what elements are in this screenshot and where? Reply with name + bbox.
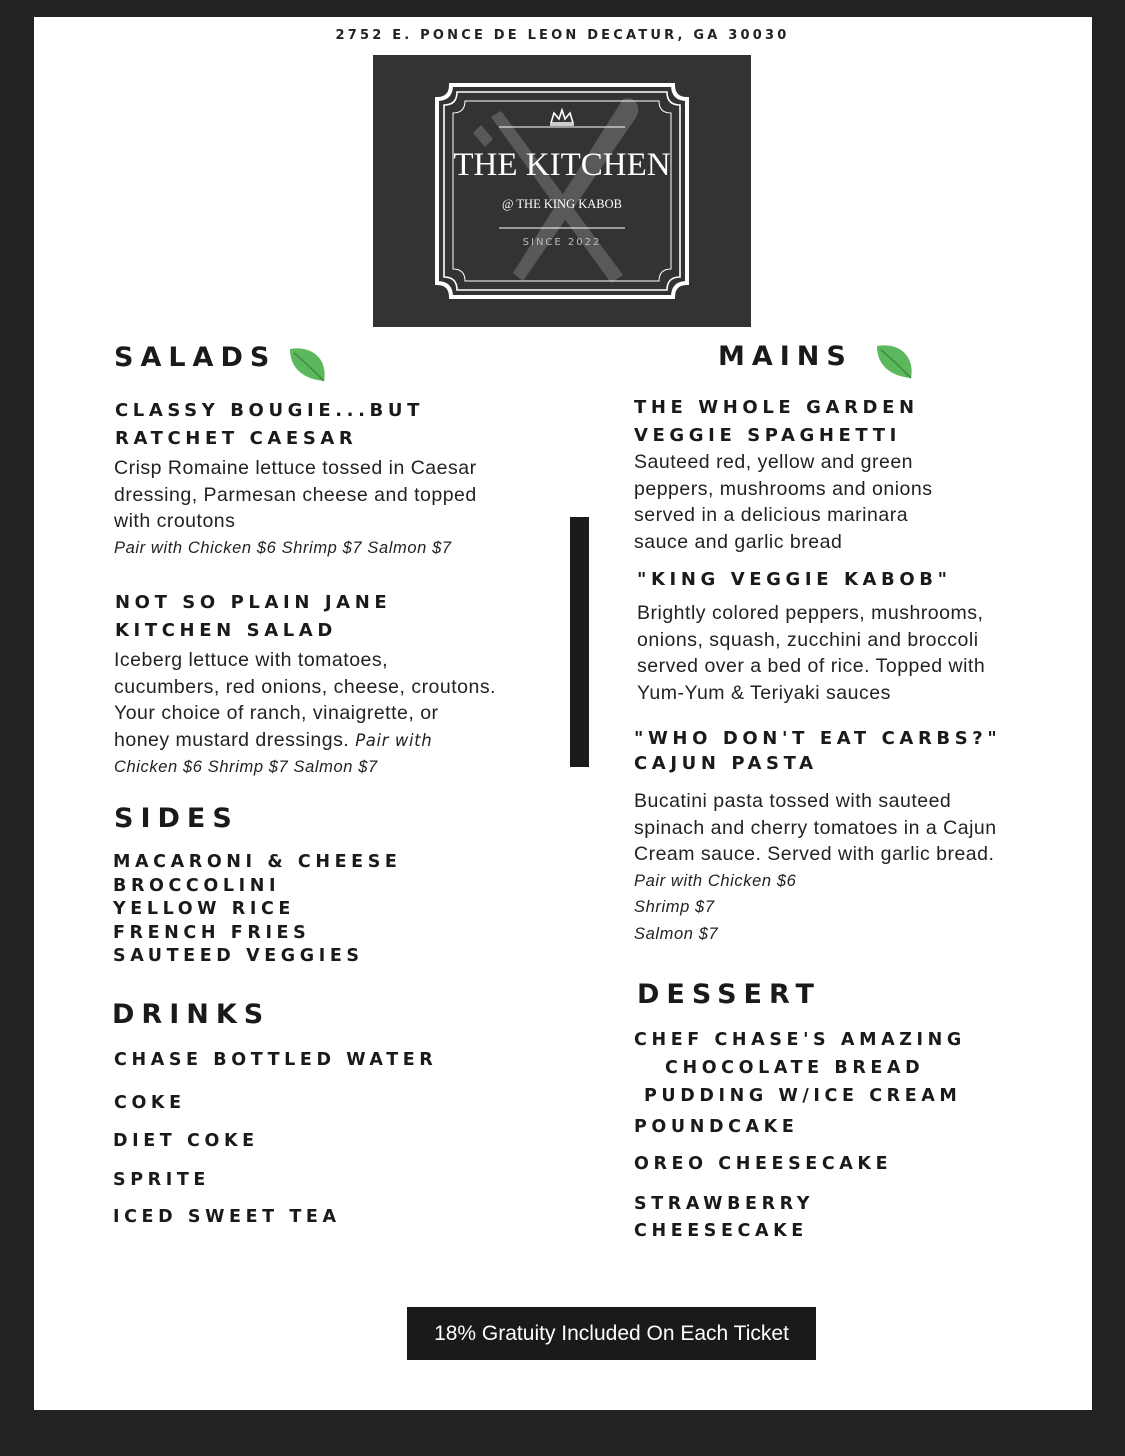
drinks-heading: DRINKS xyxy=(112,999,271,1030)
frame-outer xyxy=(437,85,687,297)
salads-heading: SALADS xyxy=(114,342,277,373)
dessert-line: STRAWBERRY xyxy=(634,1194,815,1214)
leaf-icon xyxy=(873,340,917,380)
description-line: Bucatini pasta tossed with sauteed xyxy=(634,790,952,812)
drink-item: DIET COKE xyxy=(113,1131,259,1151)
logo-subtitle: @ THE KING KABOB xyxy=(502,197,622,211)
description-line xyxy=(114,727,564,755)
description-line: Yum-Yum & Teriyaki sauces xyxy=(637,681,891,704)
description-line: cucumbers, red onions, cheese, croutons. xyxy=(114,675,497,698)
description-line: Iceberg lettuce with tomatoes, xyxy=(114,649,389,671)
description-line: with croutons xyxy=(114,510,236,532)
dessert-item: OREO CHEESECAKE xyxy=(634,1154,893,1174)
description-line: peppers, mushrooms and onions xyxy=(634,477,933,500)
main-description xyxy=(634,788,1054,947)
logo-since: SINCE 2022 xyxy=(522,237,602,248)
salad-item-title xyxy=(115,589,391,645)
salad-title-line: CLASSY BOUGIE...BUT xyxy=(115,400,424,421)
pairing-options: Chicken $6 Shrimp $7 Salmon $7 xyxy=(114,758,378,776)
salad-description xyxy=(114,647,564,781)
description-line: dressing, Parmesan cheese and topped xyxy=(114,483,477,506)
mains-heading: MAINS xyxy=(718,341,853,372)
drink-item: SPRITE xyxy=(113,1170,210,1190)
side-item: MACARONI & CHEESE xyxy=(113,852,402,872)
main-description xyxy=(634,449,1054,555)
gratuity-notice: 18% Gratuity Included On Each Ticket xyxy=(407,1307,816,1360)
description-line: spinach and cherry tomatoes in a Cajun xyxy=(634,816,997,839)
main-title-line: THE WHOLE GARDEN xyxy=(634,397,919,418)
salad-title-line: NOT SO PLAIN JANE xyxy=(115,592,392,613)
drink-item: CHASE BOTTLED WATER xyxy=(114,1050,438,1070)
pairing-options: Pair with Chicken $6 xyxy=(634,871,797,890)
description-text: honey mustard dressings. xyxy=(114,728,350,751)
salad-item-title xyxy=(115,397,424,453)
dessert-line: PUDDING W/ICE CREAM xyxy=(644,1086,962,1106)
side-item: SAUTEED VEGGIES xyxy=(113,946,364,966)
main-title-line: CAJUN PASTA xyxy=(634,753,818,774)
main-title-line: "WHO DON'T EAT CARBS?" xyxy=(634,728,1002,749)
main-item-title xyxy=(634,394,919,450)
salad-description xyxy=(114,455,554,561)
main-description xyxy=(637,600,1057,706)
dessert-line: CHOCOLATE BREAD xyxy=(665,1058,925,1078)
description-line: Cream sauce. Served with garlic bread. xyxy=(634,843,995,865)
description-line: onions, squash, zucchini and broccoli xyxy=(637,628,979,651)
dessert-item xyxy=(634,1026,966,1110)
dessert-line: CHEESECAKE xyxy=(634,1221,808,1241)
pairing-options: Pair with Chicken $6 Shrimp $7 Salmon $7 xyxy=(114,538,452,557)
side-item: YELLOW RICE xyxy=(113,899,295,919)
salad-title-line: KITCHEN SALAD xyxy=(115,620,337,641)
description-line: sauce and garlic bread xyxy=(634,530,843,553)
main-title-line: VEGGIE SPAGHETTI xyxy=(634,425,901,446)
drink-item: ICED SWEET TEA xyxy=(113,1207,341,1227)
column-divider xyxy=(570,517,589,767)
dessert-line: CHEF CHASE'S AMAZING xyxy=(634,1030,966,1050)
main-item-title: "KING VEGGIE KABOB" xyxy=(637,569,952,590)
description-line: served over a bed of rice. Topped with xyxy=(637,655,986,677)
leaf-icon xyxy=(286,343,330,383)
salad-title-line: RATCHET CAESAR xyxy=(115,428,358,449)
dessert-item: POUNDCAKE xyxy=(634,1117,799,1137)
drink-item: COKE xyxy=(114,1093,186,1113)
side-item: FRENCH FRIES xyxy=(113,922,311,943)
description-line: Brightly colored peppers, mushrooms, xyxy=(637,602,984,624)
description-line: served in a delicious marinara xyxy=(634,504,909,526)
description-line: Sauteed red, yellow and green xyxy=(634,451,914,473)
main-item-title xyxy=(634,726,1001,776)
pairing-options: Pair with xyxy=(355,730,433,750)
side-item: BROCCOLINI xyxy=(113,875,281,896)
restaurant-logo xyxy=(373,55,751,327)
crown-icon xyxy=(550,110,574,125)
sides-heading: SIDES xyxy=(114,803,239,834)
sides-list xyxy=(113,851,401,969)
dessert-item xyxy=(634,1191,814,1245)
logo-emblem xyxy=(373,55,751,327)
restaurant-address: 2752 E. PONCE DE LEON DECATUR, GA 30030 xyxy=(335,28,790,43)
description-line: Crisp Romaine lettuce tossed in Caesar xyxy=(114,457,477,479)
pairing-options: Salmon $7 xyxy=(634,924,719,943)
dessert-heading: DESSERT xyxy=(637,979,821,1010)
fork-knife-icon xyxy=(473,98,638,283)
description-line: Your choice of ranch, vinaigrette, or xyxy=(114,702,439,724)
pairing-options: Shrimp $7 xyxy=(634,898,715,916)
logo-title: THE KITCHEN xyxy=(453,147,671,183)
